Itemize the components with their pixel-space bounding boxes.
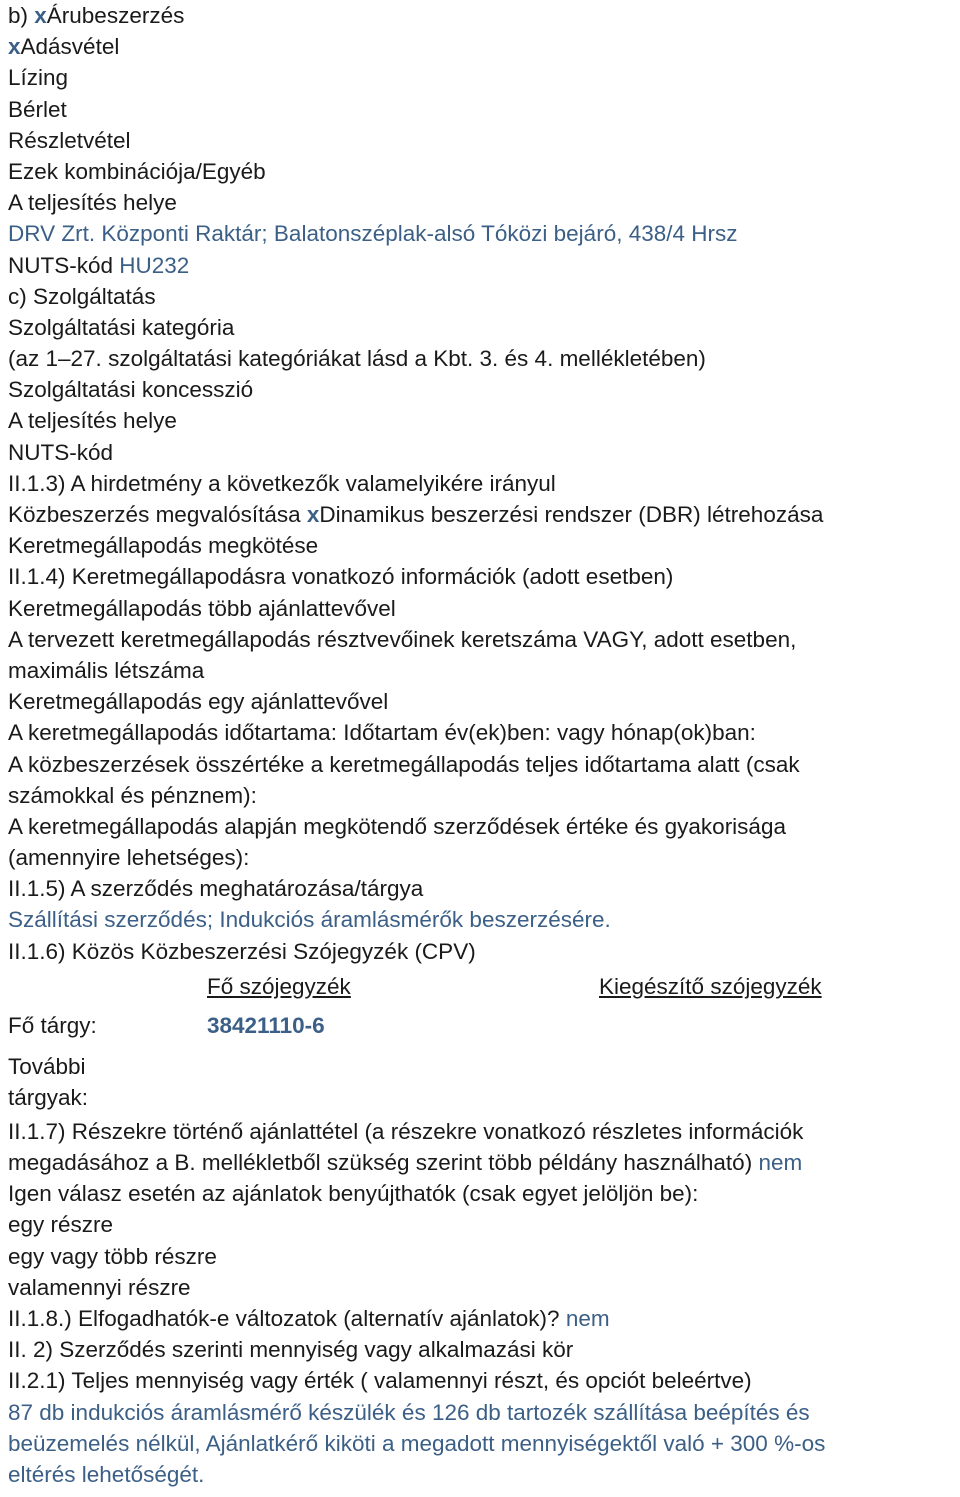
option-line <box>8 31 956 62</box>
variants-line <box>8 1303 956 1334</box>
cpv-main-code: 38421110-6 <box>207 1012 325 1038</box>
scope-answer-line: eltérés lehetőségét. <box>8 1461 205 1487</box>
parts-text: megadásához a B. mellékletből szükség szerint több példány használható) <box>8 1150 759 1175</box>
cpv-extra-heading: Kiegészítő szójegyzék <box>599 973 822 999</box>
cpv-more-label-line: További <box>8 1053 86 1079</box>
cpv-more-label-line: tárgyak: <box>8 1085 89 1111</box>
frame-line: maximális létszáma <box>8 657 205 683</box>
document-body <box>8 0 956 1490</box>
contract-type-line <box>8 0 956 31</box>
field-label: A teljesítés helye <box>8 190 177 216</box>
section-heading: II.1.4) Keretmegállapodásra vonatkozó információk (adott esetben) <box>8 564 674 590</box>
dbr-text: Dinamikus beszerzési rendszer (DBR) létrehozása <box>319 502 824 527</box>
frame-line: Keretmegállapodás több ajánlattevővel <box>8 595 396 621</box>
option-line: Bérlet <box>8 96 67 122</box>
variants-answer: nem <box>565 1305 610 1331</box>
cpv-more-label <box>8 1051 88 1114</box>
frame-line: (amennyire lehetséges): <box>8 845 250 871</box>
checkbox-mark: x <box>306 502 320 527</box>
parts-option: egy vagy több részre <box>8 1243 217 1269</box>
parts-answer: nem <box>758 1150 803 1175</box>
service-line: (az 1–27. szolgáltatási kategóriákat lásd a Kbt. 3. és 4. mellékletében) <box>8 346 706 372</box>
frame-line: A keretmegállapodás időtartama: Időtartam év(ek)ben: vagy hónap(ok)ban: <box>8 720 756 746</box>
frame-line: A tervezett keretmegállapodás résztvevőinek keretszáma VAGY, adott esetben, <box>8 626 797 652</box>
section-heading: II.1.5) A szerződés meghatározása/tárgya <box>8 876 424 902</box>
cpv-more-row <box>8 1049 956 1116</box>
variants-question: II.1.8.) Elfogadhatók-e változatok (alternatív ajánlatok)? <box>8 1305 566 1331</box>
option-line: Ezek kombinációja/Egyéb <box>8 158 266 184</box>
cpv-main-heading: Fő szójegyzék <box>207 973 351 999</box>
dbr-line <box>8 499 956 530</box>
cpv-main-row <box>8 1005 956 1049</box>
parts-option: Igen válasz esetén az ajánlatok benyújthatók (csak egyet jelöljön be): <box>8 1181 699 1207</box>
dbr-pre: Közbeszerzés megvalósítása <box>8 502 307 527</box>
section-heading: II.1.3) A hirdetmény a következők valamelyikére irányul <box>8 470 556 496</box>
nuts-label: NUTS-kód <box>8 252 120 278</box>
service-line: c) Szolgáltatás <box>8 283 156 309</box>
scope-answer-line: beüzemelés nélkül, Ajánlatkérő kiköti a megadott mennyiségektől való + 300 %-os <box>8 1430 826 1456</box>
service-line: NUTS-kód <box>8 439 114 465</box>
nuts-line <box>8 250 956 281</box>
option-line: Részletvétel <box>8 127 131 153</box>
scope-answer-line: 87 db indukciós áramlásmérő készülék és 126 db tartozék szállítása beépítés és <box>8 1399 810 1425</box>
service-line: Szolgáltatási kategória <box>8 314 235 340</box>
section-heading: II.1.6) Közös Közbeszerzési Szójegyzék (CPV) <box>8 938 476 964</box>
section-label: b) <box>8 3 35 28</box>
option-text: Árubeszerzés <box>46 3 185 28</box>
nuts-code: HU232 <box>119 252 190 278</box>
cpv-table-header <box>8 969 956 1005</box>
option-text: Adásvétel <box>20 34 120 60</box>
frame-line: Keretmegállapodás megkötése <box>8 533 319 559</box>
section-heading: II.1.7) Részekre történő ajánlattétel (a részekre vonatkozó részletes információk <box>8 1118 804 1144</box>
parts-option: egy részre <box>8 1212 114 1238</box>
delivery-place: DRV Zrt. Központi Raktár; Balatonszéplak-alsó Tóközi bejáró, 438/4 Hrsz <box>8 221 738 247</box>
checkbox-mark: x <box>34 3 47 28</box>
frame-line: Keretmegállapodás egy ajánlattevővel <box>8 689 389 715</box>
parts-option: valamennyi részre <box>8 1274 191 1300</box>
frame-line: számokkal és pénznem): <box>8 782 257 808</box>
option-line: Lízing <box>8 65 69 91</box>
service-line: A teljesítés helye <box>8 408 177 434</box>
parts-line <box>8 1147 956 1178</box>
cpv-main-label: Fő tárgy: <box>8 1012 97 1038</box>
section-heading: II. 2) Szerződés szerinti mennyiség vagy alkalmazási kör <box>8 1337 574 1363</box>
frame-line: A keretmegállapodás alapján megkötendő szerződések értéke és gyakorisága <box>8 813 786 839</box>
frame-line: A közbeszerzések összértéke a keretmegállapodás teljes időtartama alatt (csak <box>8 751 800 777</box>
contract-subject: Szállítási szerződés; Indukciós áramlásmérők beszerzésére. <box>8 907 611 933</box>
checkbox-mark: x <box>8 34 21 60</box>
service-line: Szolgáltatási koncesszió <box>8 377 254 403</box>
section-heading: II.2.1) Teljes mennyiség vagy érték ( valamennyi részt, és opciót beleértve) <box>8 1368 752 1394</box>
